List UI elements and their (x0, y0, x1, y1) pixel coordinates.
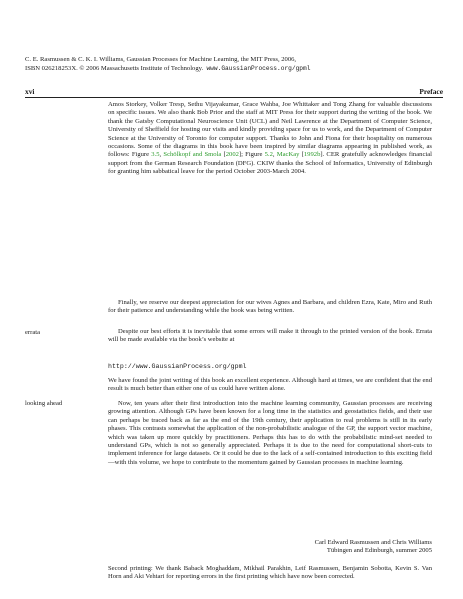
citation-header (25, 55, 445, 73)
ack-text-2: , (159, 151, 164, 159)
errata-url[interactable]: http://www.GaussianProcess.org/gpml (108, 363, 247, 370)
page-number: xvi (25, 87, 35, 96)
citation-link[interactable]: MacKay (276, 151, 300, 159)
citation-year-link[interactable]: 1992b (303, 151, 321, 159)
signature-names: Carl Edward Rasmussen and Chris Williams (314, 539, 432, 546)
margin-note-errata: errata (25, 329, 41, 336)
joint-writing-paragraph (108, 377, 432, 394)
citation-line-2 (25, 64, 445, 73)
ack-text-3: [ (221, 151, 226, 159)
appreciation-paragraph (108, 299, 432, 316)
joint-writing-text: We have found the joint writing of this book an excellent experience. Although hard at times, we are confident that the end result is much better than either one of us could have written alone. (108, 377, 432, 393)
looking-ahead-text: Now, ten years after their first introduction into the machine learning community, Gaussian processes are receiving growing attention. Although GPs have been known for a long time in the statistics and geostatistics fields, and their use can perhaps be traced back as far as the end of the 19th century, their application to real problems is still in its early phases. This contrasts somewhat the application of the non-probabilistic analogue of the GP, the support vector machine, which was taken up more quickly by practitioners. Perhaps this has to do with the probabilistic mind-set needed to understand GPs, which is not so generally appreciated. Perhaps it is due to the need for computational short-cuts to implement inference for large datasets. Or it could be due to the lack of a self-contained introduction to this exciting field—with this volume, we hope to contribute to the momentum gained by Gaussian processes in machine learning. (108, 400, 432, 466)
ack-text-7: ]. CER gratefully acknowledges financial support from the German Research Foundation (DFG). CKIW thanks the School of Informatics, University of Edinburgh for granting him sabbatical leave for the period October 2003-March 2004. (108, 151, 432, 176)
looking-ahead-paragraph (108, 400, 432, 467)
running-head (25, 87, 443, 96)
ack-text-4: ]; Figure (238, 151, 265, 159)
errata-paragraph (108, 328, 432, 345)
header-rule (25, 97, 443, 98)
second-printing-text: Second printing: We thank Baback Moghaddam, Mikhail Parakhin, Leif Rasmussen, Benjamin Sobotta, Kevin S. Van Horn and Aki Vehtari for reporting errors in the first printing which have now been corrected. (108, 565, 432, 581)
signature-place: Tübingen and Edinburgh, summer 2005 (326, 547, 432, 555)
appreciation-text: Finally, we reserve our deepest appreciation for our wives Agnes and Barbara, and children Ezra, Kate, Miro and Ruth for their patience and understanding while the book was being written. (108, 299, 432, 315)
citation-isbn-copyright: ISBN 026218253X. © 2006 Massachusetts Institute of Technology. (25, 65, 204, 72)
errata-url-line (108, 363, 432, 371)
ack-text-6: [ (299, 151, 304, 159)
ack-text-1: Amos Storkey, Volker Tresp, Sethu Vijayakumar, Grace Wahba, Joe Whittaker and Tong Zhang for valuable discussions on specific issues. We also thank Bob Prior and the staff at MIT Press for their support during the writing of the book. We thank the Gatsby Computational Neuroscience Unit (UCL) and Neil Lawrence at the Department of Computer Science, University of Sheffield for hosting our visits and kindly providing space for us to work, and the Department of Computer Science at the University of Toronto for computer support. Thanks to John and Fiona for their hospitality on numerous occasions. Some of the diagrams in this book have been inspired by similar diagrams appearing in published work, as follows: Figure (108, 101, 432, 159)
citation-url[interactable]: www.GaussianProcess.org/gpml (206, 65, 311, 72)
citation-line-1: C. E. Rasmussen & C. K. I. Williams, Gaussian Processes for Machine Learning, the MIT Press, 2006, (25, 56, 297, 63)
section-title: Preface (419, 87, 443, 96)
second-printing-paragraph (108, 565, 432, 582)
citation-link[interactable]: Schölkopf and Smola (163, 151, 222, 159)
citation-year-link[interactable]: 2002 (225, 151, 239, 159)
margin-note-looking-ahead: looking ahead (25, 400, 63, 407)
figure-ref-link[interactable]: 3.5 (151, 151, 160, 159)
acknowledgements-paragraph (108, 101, 432, 177)
signature-block (108, 539, 432, 556)
errata-text: Despite our best efforts it is inevitable that some errors will make it through to the printed version of the book. Errata will be made available via the book’s website at (108, 328, 432, 344)
ack-text-5: , (272, 151, 277, 159)
figure-ref-link[interactable]: 5.2 (264, 151, 273, 159)
